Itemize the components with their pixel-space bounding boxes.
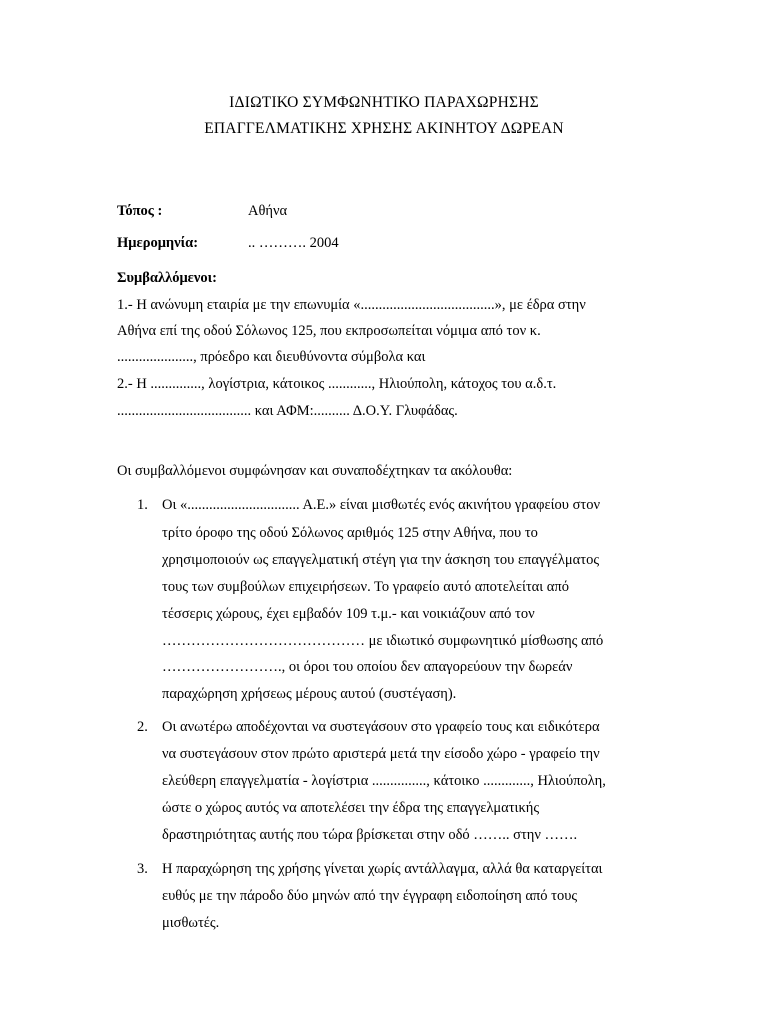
item-2-number: 2. bbox=[137, 719, 148, 735]
date-label: Ημερομηνία: bbox=[117, 235, 199, 251]
party-1-line-3: ....................., πρόεδρο και διευθύνοντα σύμβολα και bbox=[117, 349, 426, 365]
item-1-line: τρίτο όροφο της οδού Σόλωνος αριθμός 125 στην Αθήνα, που το bbox=[162, 525, 538, 541]
party-1-line-1: 1.- Η ανώνυμη εταιρία με την επωνυμία «.....................................», με έδρα στην bbox=[117, 297, 586, 313]
date-value: .. ………. 2004 bbox=[248, 235, 339, 251]
item-1-line: Οι «............................... Α.Ε.» είναι μισθωτές ενός ακινήτου γραφείου στον bbox=[162, 497, 601, 513]
place-label: Τόπος : bbox=[117, 203, 163, 219]
intro-sentence: Οι συμβαλλόμενοι συμφώνησαν και συναποδέχτηκαν τα ακόλουθα: bbox=[117, 463, 513, 479]
item-3-line: μισθωτές. bbox=[162, 915, 220, 931]
item-2-line: ώστε ο χώρος αυτός να αποτελέσει την έδρα της επαγγελματικής bbox=[162, 800, 540, 816]
party-2-line-1: 2.- Η .............., λογίστρια, κάτοικος ............, Ηλιούπολη, κάτοχος του α.δ.τ. bbox=[117, 376, 557, 392]
item-3-number: 3. bbox=[137, 861, 148, 877]
item-1-line: χρησιμοποιούν ως επαγγελματική στέγη για την άσκηση του επαγγέλματος bbox=[162, 552, 600, 568]
item-1-line: τους των συμβούλων επιχειρήσεων. Το γραφείο αυτό αποτελείται από bbox=[162, 579, 569, 595]
item-2-line: ελεύθερη επαγγελματία - λογίστρια ..............., κάτοικο ............., Ηλιούπολη, bbox=[162, 773, 606, 789]
item-1-number: 1. bbox=[137, 497, 148, 513]
item-2-line: να συστεγάσουν στον πρώτο αριστερά μετά την είσοδο χώρο - γραφείο την bbox=[162, 746, 600, 762]
document-title-line-2: ΕΠΑΓΓΕΛΜΑΤΙΚΗΣ ΧΡΗΣΗΣ ΑΚΙΝΗΤΟΥ ΔΩΡΕΑΝ bbox=[204, 120, 564, 137]
item-1-line: τέσσερις χώρους, έχει εμβαδόν 109 τ.μ.- και νοικιάζουν από τον bbox=[162, 606, 535, 622]
item-1-line: …………………………………… με ιδιωτικό συμφωνητικό μίσθωσης από bbox=[162, 633, 604, 649]
item-1-line: παραχώρηση χρήσεως μέρους αυτού (συστέγαση). bbox=[162, 686, 457, 702]
item-2-line: Οι ανωτέρω αποδέχονται να συστεγάσουν στο γραφείο τους και ειδικότερα bbox=[162, 719, 600, 735]
item-3-line: Η παραχώρηση της χρήσης γίνεται χωρίς αντάλλαγμα, αλλά θα καταργείται bbox=[162, 861, 603, 877]
party-1-line-2: Αθήνα επί της οδού Σόλωνος 125, που εκπροσωπείται νόμιμα από τον κ. bbox=[117, 323, 541, 339]
party-2-line-2: ..................................... και ΑΦΜ:.......... Δ.Ο.Υ. Γλυφάδας. bbox=[117, 403, 458, 419]
item-1-line: ……………………., οι όροι του οποίου δεν απαγορεύουν την δωρεάν bbox=[162, 659, 573, 675]
place-value: Αθήνα bbox=[248, 203, 288, 219]
item-3-line: ευθύς με την πάροδο δύο μηνών από την έγγραφη ειδοποίηση από τους bbox=[162, 888, 578, 904]
item-2-line: δραστηριότητας αυτής που τώρα βρίσκεται στην οδό …….. στην ……. bbox=[162, 827, 578, 843]
document-title-line-1: ΙΔΙΩΤΙΚΟ ΣΥΜΦΩΝΗΤΙΚΟ ΠΑΡΑΧΩΡΗΣΗΣ bbox=[229, 94, 539, 111]
parties-heading: Συμβαλλόμενοι: bbox=[117, 270, 217, 286]
